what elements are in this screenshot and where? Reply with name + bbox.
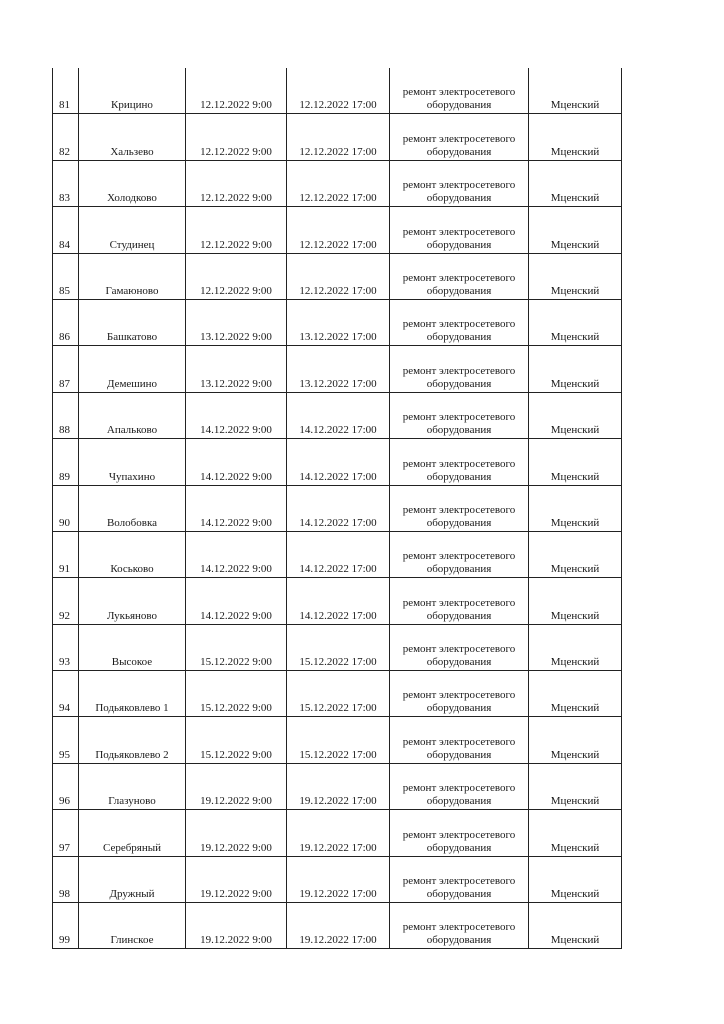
table-row (53, 624, 622, 670)
work-type-cell (390, 903, 529, 949)
district-cell: Мценский (529, 624, 622, 670)
district-cell: Мценский (529, 346, 622, 392)
settlement-name-cell: Крицино (79, 68, 186, 114)
work-type-line-1: ремонт электросетевого (402, 318, 516, 331)
settlement-name-cell: Башкатово (79, 299, 186, 345)
outage-start-cell: 12.12.2022 9:00 (186, 207, 287, 253)
table-row (53, 253, 622, 299)
work-type-cell (390, 392, 529, 438)
work-type-line-1: ремонт электросетевого (402, 643, 516, 656)
work-type-cell (390, 624, 529, 670)
settlement-name-cell: Хальзево (79, 114, 186, 160)
table-row (53, 439, 622, 485)
outage-end-cell: 14.12.2022 17:00 (287, 578, 390, 624)
outage-start-cell: 14.12.2022 9:00 (186, 485, 287, 531)
work-type-cell (390, 439, 529, 485)
work-type-line-2: оборудования (426, 888, 492, 901)
work-type-cell (390, 671, 529, 717)
row-number-cell: 90 (53, 485, 79, 531)
outage-end-cell: 13.12.2022 17:00 (287, 299, 390, 345)
work-type-line-2: оборудования (426, 470, 492, 483)
work-type-line-1: ремонт электросетевого (402, 782, 516, 795)
district-cell: Мценский (529, 68, 622, 114)
table-row (53, 299, 622, 345)
settlement-name-cell: Лукьяново (79, 578, 186, 624)
settlement-name-cell: Высокое (79, 624, 186, 670)
outage-end-cell: 15.12.2022 17:00 (287, 671, 390, 717)
outage-start-cell: 14.12.2022 9:00 (186, 392, 287, 438)
settlement-name-cell: Холодково (79, 160, 186, 206)
district-cell: Мценский (529, 810, 622, 856)
district-cell: Мценский (529, 578, 622, 624)
district-cell: Мценский (529, 160, 622, 206)
work-type-cell (390, 485, 529, 531)
work-type-cell (390, 253, 529, 299)
settlement-name-cell: Глинское (79, 903, 186, 949)
work-type-cell (390, 207, 529, 253)
settlement-name-cell: Волобовка (79, 485, 186, 531)
work-type-line-1: ремонт электросетевого (402, 132, 516, 145)
settlement-name-cell: Демешино (79, 346, 186, 392)
outage-end-cell: 19.12.2022 17:00 (287, 856, 390, 902)
work-type-cell (390, 810, 529, 856)
work-type-line-1: ремонт электросетевого (402, 828, 516, 841)
district-cell: Мценский (529, 903, 622, 949)
settlement-name-cell: Коськово (79, 531, 186, 577)
settlement-name-cell: Серебряный (79, 810, 186, 856)
outage-end-cell: 19.12.2022 17:00 (287, 903, 390, 949)
work-type-cell (390, 68, 529, 114)
work-type-cell (390, 160, 529, 206)
schedule-table-body (53, 68, 622, 949)
work-type-line-1: ремонт электросетевого (402, 689, 516, 702)
outage-start-cell: 13.12.2022 9:00 (186, 299, 287, 345)
work-type-line-2: оборудования (426, 284, 492, 297)
work-type-line-2: оборудования (426, 377, 492, 390)
outage-end-cell: 19.12.2022 17:00 (287, 810, 390, 856)
outage-end-cell: 12.12.2022 17:00 (287, 68, 390, 114)
work-type-line-1: ремонт электросетевого (402, 364, 516, 377)
outage-schedule-table (52, 68, 622, 949)
work-type-line-2: оборудования (426, 702, 492, 715)
outage-end-cell: 14.12.2022 17:00 (287, 439, 390, 485)
row-number-cell: 83 (53, 160, 79, 206)
district-cell: Мценский (529, 856, 622, 902)
settlement-name-cell: Подьяковлево 1 (79, 671, 186, 717)
district-cell: Мценский (529, 392, 622, 438)
table-row (53, 763, 622, 809)
work-type-cell (390, 763, 529, 809)
work-type-line-2: оборудования (426, 748, 492, 761)
work-type-line-1: ремонт электросетевого (402, 735, 516, 748)
table-row (53, 392, 622, 438)
outage-start-cell: 15.12.2022 9:00 (186, 671, 287, 717)
row-number-cell: 95 (53, 717, 79, 763)
district-cell: Мценский (529, 485, 622, 531)
work-type-line-2: оборудования (426, 516, 492, 529)
row-number-cell: 87 (53, 346, 79, 392)
settlement-name-cell: Апальково (79, 392, 186, 438)
work-type-line-2: оборудования (426, 424, 492, 437)
outage-end-cell: 15.12.2022 17:00 (287, 624, 390, 670)
row-number-cell: 92 (53, 578, 79, 624)
table-row (53, 671, 622, 717)
row-number-cell: 94 (53, 671, 79, 717)
outage-end-cell: 13.12.2022 17:00 (287, 346, 390, 392)
work-type-line-2: оборудования (426, 563, 492, 576)
outage-start-cell: 12.12.2022 9:00 (186, 68, 287, 114)
row-number-cell: 98 (53, 856, 79, 902)
district-cell: Мценский (529, 717, 622, 763)
outage-start-cell: 15.12.2022 9:00 (186, 717, 287, 763)
work-type-line-1: ремонт электросетевого (402, 179, 516, 192)
row-number-cell: 99 (53, 903, 79, 949)
table-row (53, 346, 622, 392)
table-row (53, 68, 622, 114)
district-cell: Мценский (529, 253, 622, 299)
row-number-cell: 86 (53, 299, 79, 345)
settlement-name-cell: Студинец (79, 207, 186, 253)
work-type-line-1: ремонт электросетевого (402, 457, 516, 470)
work-type-cell (390, 717, 529, 763)
row-number-cell: 85 (53, 253, 79, 299)
table-row (53, 160, 622, 206)
work-type-line-2: оборудования (426, 99, 492, 112)
outage-start-cell: 19.12.2022 9:00 (186, 856, 287, 902)
district-cell: Мценский (529, 671, 622, 717)
district-cell: Мценский (529, 207, 622, 253)
outage-start-cell: 12.12.2022 9:00 (186, 160, 287, 206)
outage-start-cell: 12.12.2022 9:00 (186, 114, 287, 160)
work-type-cell (390, 531, 529, 577)
work-type-line-1: ремонт электросетевого (402, 596, 516, 609)
outage-start-cell: 14.12.2022 9:00 (186, 531, 287, 577)
settlement-name-cell: Дружный (79, 856, 186, 902)
outage-end-cell: 12.12.2022 17:00 (287, 160, 390, 206)
outage-end-cell: 14.12.2022 17:00 (287, 485, 390, 531)
settlement-name-cell: Подьяковлево 2 (79, 717, 186, 763)
outage-end-cell: 12.12.2022 17:00 (287, 114, 390, 160)
work-type-line-2: оборудования (426, 609, 492, 622)
table-row (53, 717, 622, 763)
work-type-line-2: оборудования (426, 238, 492, 251)
outage-start-cell: 19.12.2022 9:00 (186, 763, 287, 809)
outage-start-cell: 19.12.2022 9:00 (186, 810, 287, 856)
district-cell: Мценский (529, 114, 622, 160)
outage-end-cell: 14.12.2022 17:00 (287, 531, 390, 577)
table-row (53, 531, 622, 577)
outage-start-cell: 13.12.2022 9:00 (186, 346, 287, 392)
settlement-name-cell: Гамаюново (79, 253, 186, 299)
outage-end-cell: 12.12.2022 17:00 (287, 253, 390, 299)
table-row (53, 114, 622, 160)
table-row (53, 578, 622, 624)
work-type-line-1: ремонт электросетевого (402, 550, 516, 563)
table-row (53, 485, 622, 531)
work-type-line-2: оборудования (426, 145, 492, 158)
row-number-cell: 82 (53, 114, 79, 160)
work-type-line-1: ремонт электросетевого (402, 86, 516, 99)
row-number-cell: 88 (53, 392, 79, 438)
work-type-line-2: оборудования (426, 331, 492, 344)
outage-end-cell: 19.12.2022 17:00 (287, 763, 390, 809)
work-type-cell (390, 856, 529, 902)
work-type-line-2: оборудования (426, 656, 492, 669)
row-number-cell: 91 (53, 531, 79, 577)
row-number-cell: 89 (53, 439, 79, 485)
table-row (53, 207, 622, 253)
work-type-line-1: ремонт электросетевого (402, 503, 516, 516)
outage-start-cell: 19.12.2022 9:00 (186, 903, 287, 949)
work-type-line-2: оборудования (426, 192, 492, 205)
work-type-line-1: ремонт электросетевого (402, 225, 516, 238)
work-type-line-1: ремонт электросетевого (402, 875, 516, 888)
work-type-line-2: оборудования (426, 795, 492, 808)
district-cell: Мценский (529, 531, 622, 577)
settlement-name-cell: Чупахино (79, 439, 186, 485)
district-cell: Мценский (529, 299, 622, 345)
row-number-cell: 93 (53, 624, 79, 670)
work-type-cell (390, 346, 529, 392)
table-row (53, 856, 622, 902)
district-cell: Мценский (529, 763, 622, 809)
row-number-cell: 81 (53, 68, 79, 114)
district-cell: Мценский (529, 439, 622, 485)
outage-start-cell: 14.12.2022 9:00 (186, 439, 287, 485)
outage-end-cell: 15.12.2022 17:00 (287, 717, 390, 763)
work-type-cell (390, 578, 529, 624)
work-type-cell (390, 114, 529, 160)
work-type-line-2: оборудования (426, 841, 492, 854)
table-row (53, 903, 622, 949)
work-type-line-1: ремонт электросетевого (402, 411, 516, 424)
outage-end-cell: 12.12.2022 17:00 (287, 207, 390, 253)
outage-start-cell: 12.12.2022 9:00 (186, 253, 287, 299)
work-type-line-1: ремонт электросетевого (402, 921, 516, 934)
work-type-line-2: оборудования (426, 934, 492, 947)
outage-end-cell: 14.12.2022 17:00 (287, 392, 390, 438)
outage-start-cell: 15.12.2022 9:00 (186, 624, 287, 670)
settlement-name-cell: Глазуново (79, 763, 186, 809)
outage-start-cell: 14.12.2022 9:00 (186, 578, 287, 624)
work-type-cell (390, 299, 529, 345)
table-row (53, 810, 622, 856)
work-type-line-1: ремонт электросетевого (402, 271, 516, 284)
row-number-cell: 84 (53, 207, 79, 253)
row-number-cell: 97 (53, 810, 79, 856)
row-number-cell: 96 (53, 763, 79, 809)
